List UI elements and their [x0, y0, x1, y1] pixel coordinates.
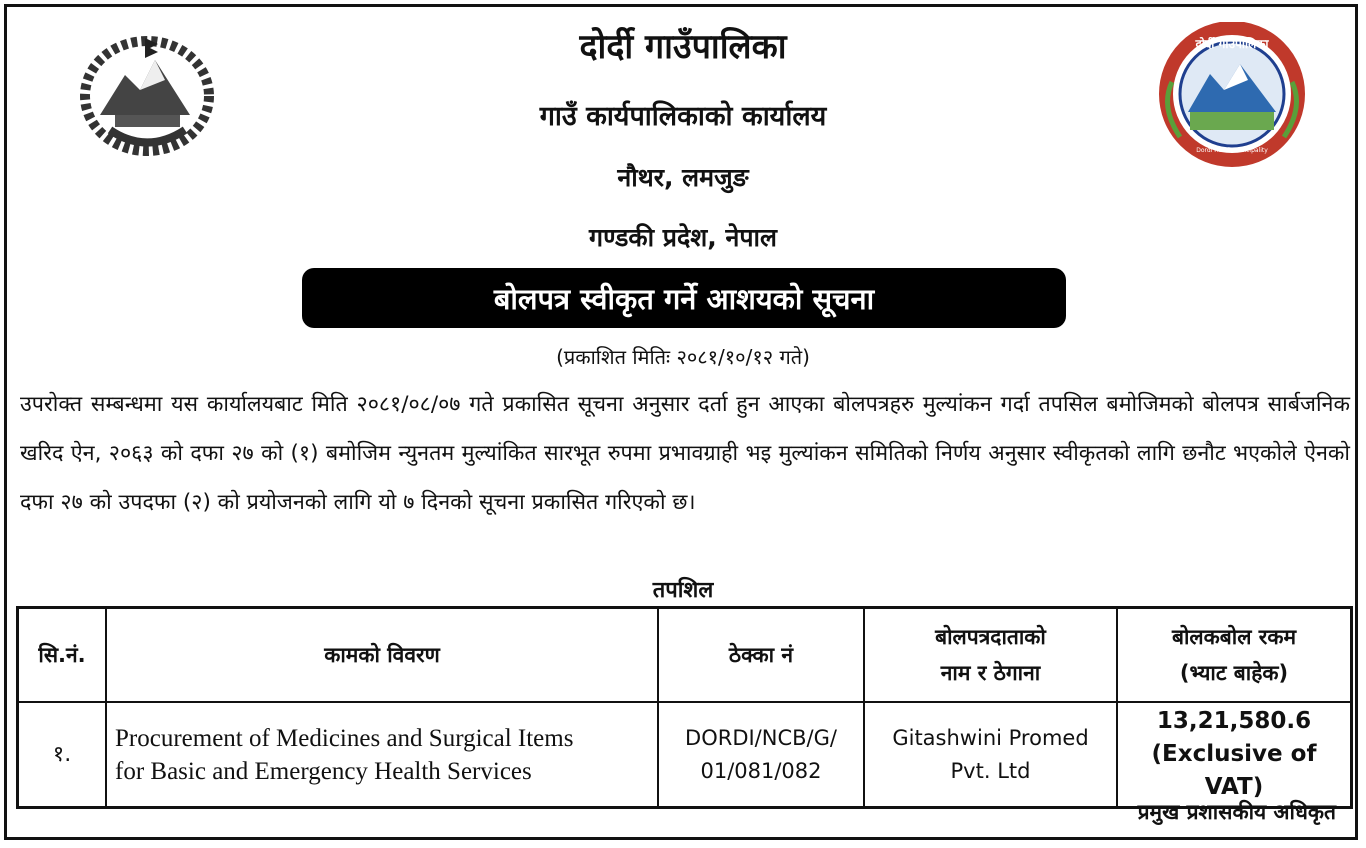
row-contract-line1: DORDI/NCB/G/ — [685, 725, 837, 750]
nepal-emblem-icon — [70, 30, 225, 160]
notice-body: उपरोक्त सम्बन्धमा यस कार्यालयबाट मिति २०८१/०८/०७ गते प्रकासित सूचना अनुसार दर्ता हुन आएका बोलपत्रहरु मुल्यांकन गर्दा तपसिल बमोजिमको बोलपत्र सार्बजनिक खरिद ऐन, २०६३ को दफा २७ को (१) बमोजिम न्युनतम मुल्यांकित सारभूत रुपमा प्रभावग्राही भइ मुल्यांकन समितिको निर्णय अनुसार स्वीकृतको लागि छनौट भएकोले ऐनको दफा २७ को उपदफा (२) को प्रयोजनको लागि यो ७ दिनको सूचना प्रकासित गरिएको छ। — [20, 392, 1350, 515]
header-bidder — [864, 608, 1117, 703]
header-amount — [1117, 608, 1352, 703]
logo-title: दोर्दी गाउँपालिका — [1195, 37, 1269, 51]
municipality-name: दोर्दी गाउँपालिका — [579, 27, 787, 67]
logo-subtitle: Dordi Rural Municipality — [1196, 147, 1268, 154]
header-amount-line1: बोलकबोल रकम — [1171, 625, 1297, 649]
header-sn: सि.नं. — [18, 608, 107, 703]
header-bidder-line1: बोलपत्रदाताको — [935, 625, 1046, 649]
published-date: (प्रकाशित मितिः २०८१/१०/१२ गते) — [556, 345, 810, 369]
row-sn: १. — [18, 702, 107, 808]
office-location: नौथर, लमजुङ — [617, 163, 749, 192]
header-bidder-line2: नाम र ठेगाना — [940, 661, 1041, 685]
municipality-logo-icon — [1150, 22, 1315, 167]
table-header-row — [18, 608, 1352, 703]
row-amount-line1: 13,21,580.6 — [1156, 708, 1312, 734]
row-bidder-line1: Gitashwini Promed — [892, 725, 1089, 750]
table-row — [18, 702, 1352, 808]
office-name: गाउँ कार्यपालिकाको कार्यालय — [539, 101, 827, 132]
row-description-line1: Procurement of Medicines and Surgical Items — [115, 724, 574, 752]
notice-title: बोलपत्र स्वीकृत गर्ने आशयको सूचना — [302, 268, 1066, 328]
row-amount — [1117, 702, 1352, 808]
row-description — [106, 702, 658, 808]
signatory-title: प्रमुख प्रशासकीय अधिकृत — [1137, 800, 1336, 824]
province-name: गण्डकी प्रदेश, नेपाल — [589, 223, 777, 252]
header-contract-no: ठेक्का नं — [658, 608, 864, 703]
details-heading: तपशिल — [652, 578, 714, 603]
bid-table — [16, 606, 1353, 809]
header-amount-line2: (भ्याट बाहेक) — [1179, 661, 1289, 685]
row-contract-line2: 01/081/082 — [700, 758, 822, 783]
header-description: कामको विवरण — [106, 608, 658, 703]
row-amount-line2: (Exclusive of VAT) — [1151, 741, 1317, 800]
row-bidder-line2: Pvt. Ltd — [950, 758, 1031, 783]
row-bidder — [864, 702, 1117, 808]
row-contract-no — [658, 702, 864, 808]
row-description-line2: for Basic and Emergency Health Services — [115, 757, 532, 785]
